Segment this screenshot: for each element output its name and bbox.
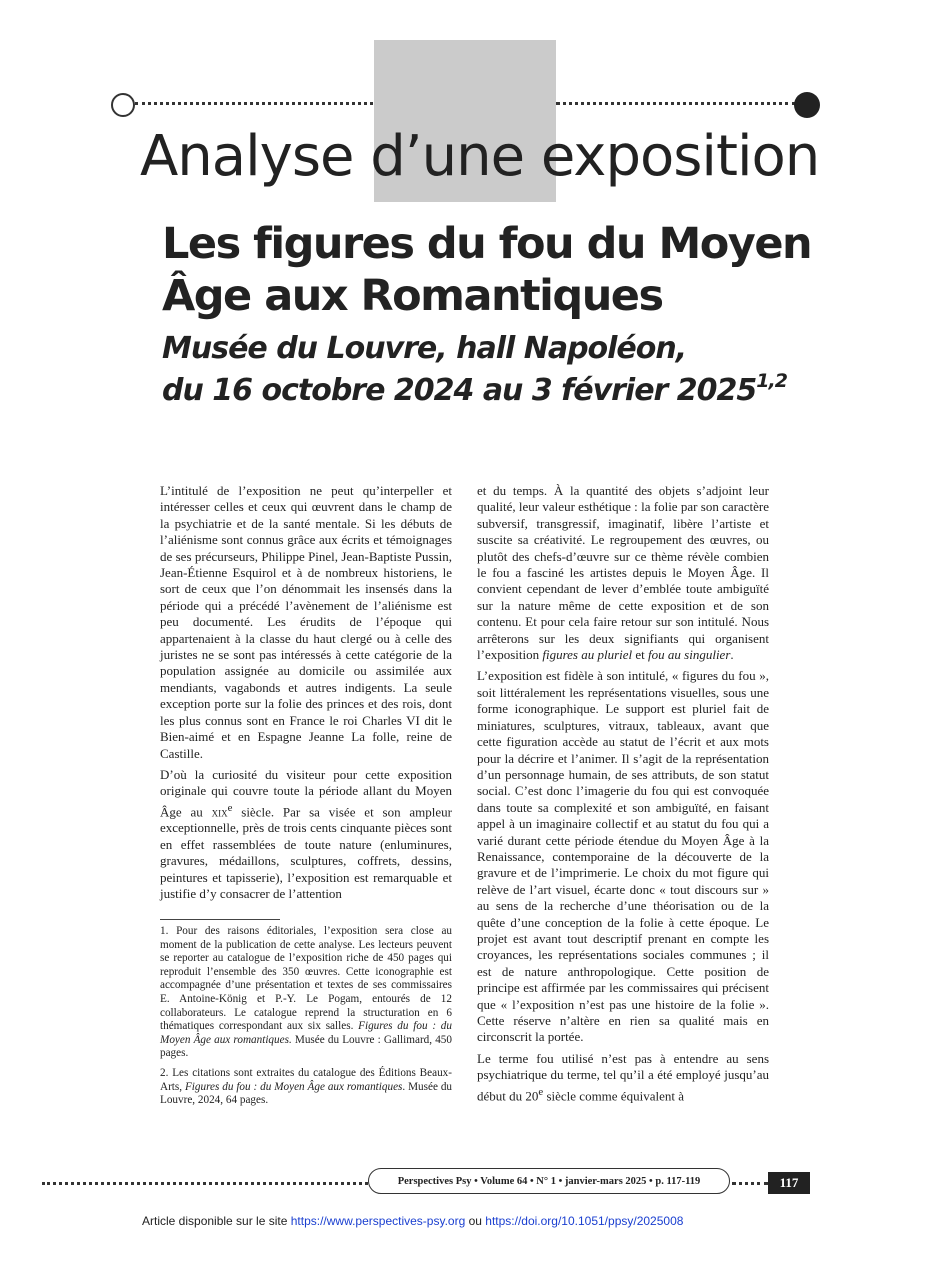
paragraph xyxy=(477,483,769,663)
text-run: et du temps. À la quantité des objets s’adjoint leur qualité, leur valeur esthétique : la folie par son caractère subversif, transgressif, imaginatif, libère l’artiste et suscite sa créativité. Le regroupement des œuvres, ou plutôt des chefs-d’œuvre sur ce thème révèle combien le fou a fasciné les artistes depuis le Moyen Âge. Il convient cependant de lever d’emblée toute ambiguïté sur la nature même de cette exposition et de son contenu. Et pour cela faire retour sur son intitulé. Nous arrêterons sur les deux signifiants qui organisent l’exposition xyxy=(477,483,769,663)
text-run: . xyxy=(730,647,734,663)
text-run: Musée du Louvre : Gallimard, 450 pages. xyxy=(160,1033,452,1060)
doi-link[interactable]: https://doi.org/10.1051/ppsy/2025008 xyxy=(485,1214,684,1228)
italic-run: Figures du fou : du Moyen Âge aux romantiques xyxy=(184,1080,403,1093)
paragraph xyxy=(160,767,452,903)
italic-run: fou au singulier xyxy=(648,647,731,663)
open-circle-ornament xyxy=(111,93,135,117)
article-title: Les figures du fou du Moyen Âge aux Romantiques xyxy=(162,219,812,321)
text-run: ou xyxy=(465,1214,486,1228)
subtitle-dates: du 16 octobre 2024 au 3 février 2025 xyxy=(162,373,757,408)
header-dotted-rule-right xyxy=(556,102,796,105)
paragraph: L’intitulé de l’exposition ne peut qu’interpeller et intéresser celles et ceux qui œuvrent dans le champ de la psychiatrie et de la santé mentale. Si les débuts de l’aliénisme sont connus grâce aux écrits et témoignages de ses précurseurs, Philippe Pinel, Jean-Baptiste Pussin, Jean-Étienne Esquirol et à de nombreux historiens, le sort de ceux que l’on dénommait les insensés dans la période qui a précédé l’avènement de l’aliénisme est peu documenté. Les érudits de l’époque qui appartenaient à la classe du haut clergé ou à celle des juristes ne se sont pas intéressés à cette catégorie de la population assignée au domicile ou assimilée aux mendiants, vagabonds et autres indigents. La seule exception porte sur la folie des princes et des rois, dont les plus connus sont en France le roi Charles VI dit le Bien-aimé et en Espagne Jeanne La folle, reine de Castille. xyxy=(160,483,452,761)
paragraph xyxy=(477,1051,769,1105)
footer-journal-reference: Perspectives Psy • Volume 64 • N° 1 • janvier-mars 2025 • p. 117-119 xyxy=(368,1168,730,1194)
article-subtitle xyxy=(162,328,862,412)
text-run: siècle comme équivalent à xyxy=(543,1087,684,1103)
subtitle-footnote-refs: 1,2 xyxy=(756,370,787,392)
footnote-rule xyxy=(160,919,280,920)
text-run: siècle. Par sa visée et son ampleur exceptionnelle, près de trois cents cinquante pièces sont en effet rassemblées de toute nature (enluminures, gravures, médaillons, sculptures, coffrets, dessins, peintures et tapisserie), l’exposition est remarquable et justifie d’y consacrer de l’attention xyxy=(160,804,453,902)
header-dotted-rule-left xyxy=(135,102,373,105)
italic-run: Figures du fou : du Moyen Âge aux romantiques. xyxy=(160,1020,452,1046)
italic-run: figures au pluriel xyxy=(542,647,633,663)
section-title: Analyse d’une exposition xyxy=(140,124,820,189)
text-run: . Musée du Louvre, 2024, 64 pages. xyxy=(160,1080,453,1107)
text-run: Le terme fou utilisé n’est pas à entendre au sens psychiatrique du terme, tel qu’il a été employé jusqu’au début du 20 xyxy=(477,1050,769,1103)
text-run: et xyxy=(632,647,649,663)
footer-dotted-rule-right xyxy=(732,1182,768,1185)
paragraph: L’exposition est fidèle à son intitulé, « figures du fou », soit littéralement les représentations visuelles, sous une forme iconographique. Le support est pluriel fait de miniatures, sculptures, vitraux, tableaux, avant que cette figuration accède au statut de l’écrit et aux mots pour la décrire et l’animer. Il s’agit de la représentation d’un personnage humain, de ses attributs, de son statut social. C’est donc l’imagerie du fou qui est convoquée dans toute sa complexité et son ambiguïté, en faisant appel à un imaginaire collectif et au statut du fou qui a varié durant cette période étendue du Moyen Âge à la Renaissance, contemporaine de la découverte de la gravure et de l’imprimerie. Le choix du mot figure qui relève de l’art visuel, écarte donc « tout discours sur » au sens de la recherche d’une théorisation ou de la quête d’une conception de la folie à cette époque. Le projet est avant tout descriptif prenant en compte les croyances, les représentations sociales communes ; il est de nature anthropologique. Cette position de principe est affirmée par les commissaires qui précisent que « l’exposition n’est pas une histoire de la folie ». Cette réserve n’altère en rien sa qualité mais en circonscrit la portée. xyxy=(477,668,769,1045)
footnote-2 xyxy=(160,1067,452,1108)
footnotes xyxy=(160,925,452,1114)
availability-notice xyxy=(142,1214,842,1228)
century-numeral: xix xyxy=(211,804,228,820)
text-run: 2. Les citations sont extraites du catalogue des Éditions Beaux-Arts, xyxy=(160,1066,452,1093)
superscript: e xyxy=(538,1085,544,1098)
footer-dotted-rule-left xyxy=(42,1182,368,1185)
text-run: Article disponible sur le site xyxy=(142,1214,291,1228)
page-number: 117 xyxy=(768,1172,810,1194)
footnote-1 xyxy=(160,925,452,1061)
superscript: e xyxy=(227,801,233,814)
filled-circle-ornament xyxy=(794,92,820,118)
subtitle-venue: Musée du Louvre, hall Napoléon, xyxy=(162,331,687,366)
text-run: 1. Pour des raisons éditoriales, l’exposition sera close au moment de la publication de cette analyse. Les lecteurs peuvent se reporter au catalogue de l’exposition riche de 450 pages qui reproduit l’ensemble des 350 œuvres. Cette iconographie est accompagnée d’une présentation et textes de ses commissaires E. Antoine-König et P.-Y. Le Pogam, entourés de 12 collaborateurs. Le catalogue reprend la structuration en 6 thématiques correspondant aux six salles. xyxy=(160,925,452,1033)
journal-site-link[interactable]: https://www.perspectives-psy.org xyxy=(290,1214,466,1228)
text-run: D’où la curiosité du visiteur pour cette exposition originale qui couvre toute la période allant du Moyen Âge au xyxy=(160,766,452,820)
body-column-left xyxy=(160,483,452,907)
body-column-right xyxy=(477,483,769,1109)
